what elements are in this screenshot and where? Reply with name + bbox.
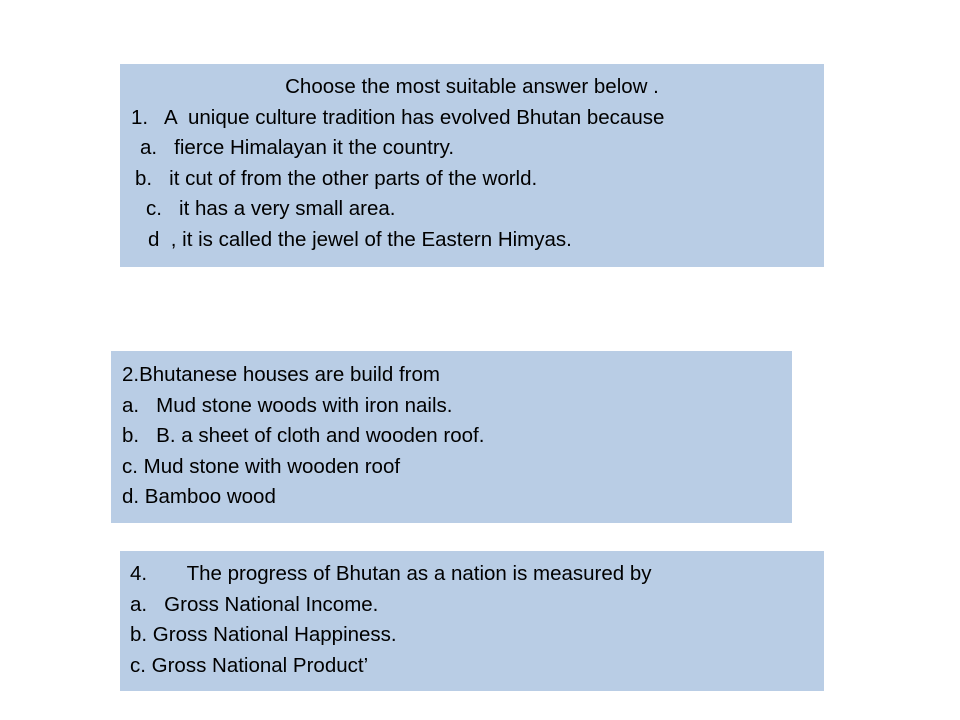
question-4-text: 4. The progress of Bhutan as a nation is measured by — [130, 562, 652, 585]
question-1-option-c: c. it has a very small area. — [146, 197, 396, 220]
question-1-text: 1. A unique culture tradition has evolved Bhutan because — [131, 105, 665, 129]
instruction-text: Choose the most suitable answer below . — [285, 75, 659, 98]
question-2-option-b: b. B. a sheet of cloth and wooden roof. — [122, 424, 485, 447]
question-2-box — [111, 351, 792, 523]
question-2-option-a: a. Mud stone woods with iron nails. — [122, 393, 453, 417]
question-1-box — [120, 64, 824, 267]
question-2-option-d: d. Bamboo wood — [122, 485, 276, 508]
question-2-option-c: c. Mud stone with wooden roof — [122, 454, 401, 478]
question-4-option-c: c. Gross National Product’ — [130, 653, 369, 677]
question-4-box — [120, 551, 824, 691]
question-1-option-d: d , it is called the jewel of the Eastern Himyas. — [148, 227, 572, 251]
question-4-option-a: a. Gross National Income. — [130, 592, 379, 616]
question-1-option-b: b. it cut of from the other parts of the world. — [135, 166, 538, 190]
question-4-option-b: b. Gross National Happiness. — [130, 623, 397, 646]
question-2-text: 2.Bhutanese houses are build from — [122, 363, 440, 386]
question-1-option-a: a. fierce Himalayan it the country. — [140, 136, 455, 159]
